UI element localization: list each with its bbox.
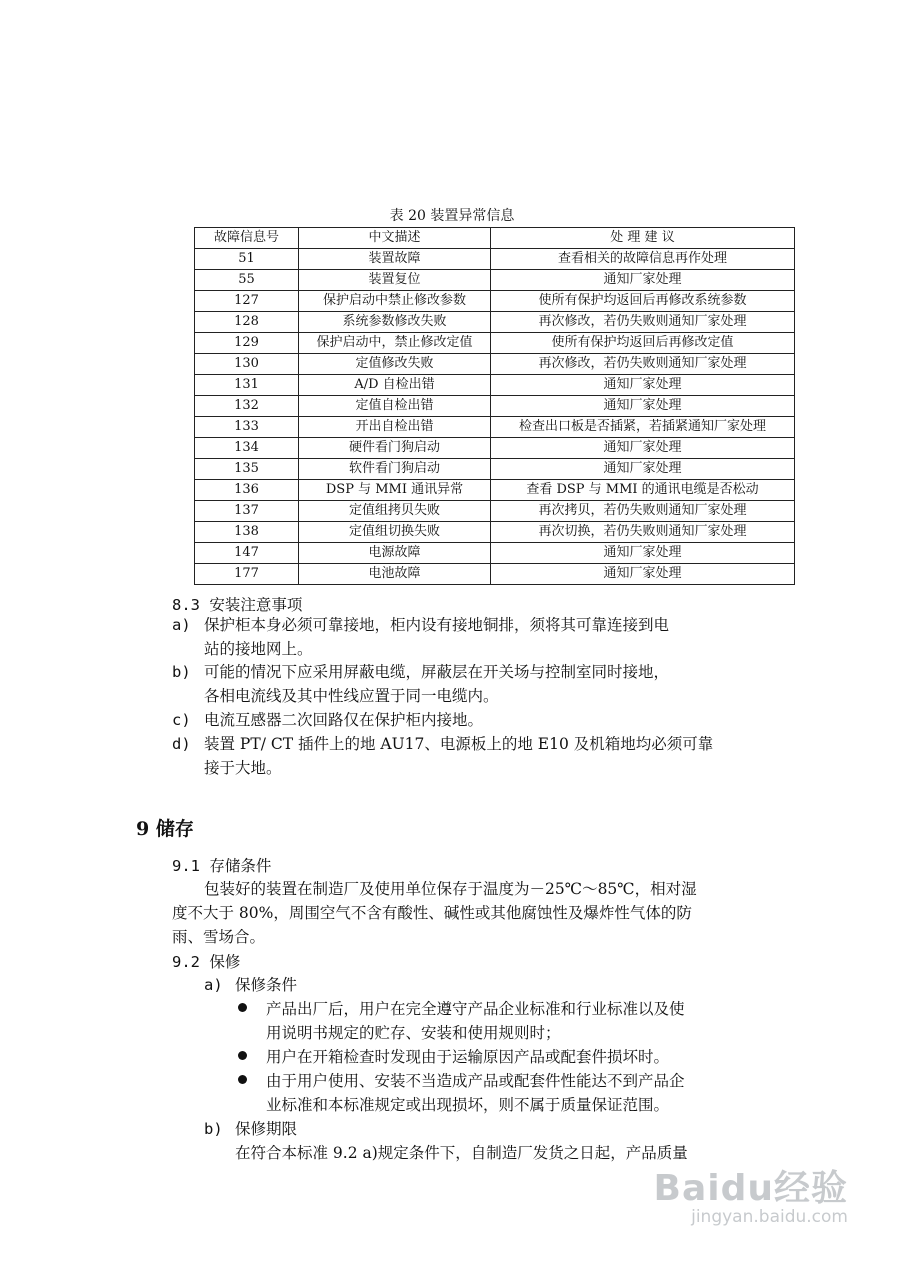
cell-suggestion: 通知厂家处理 (491, 438, 795, 459)
cell-suggestion: 查看相关的故障信息再作处理 (491, 249, 795, 270)
header-code: 故障信息号 (195, 228, 299, 249)
cell-code: 132 (195, 396, 299, 417)
list-marker-c: c) (172, 711, 191, 729)
install-item-a-line2: 站的接地网上。 (204, 640, 313, 658)
cell-code: 133 (195, 417, 299, 438)
table-row (195, 354, 795, 375)
warranty-period-line1: 在符合本标准 9.2 a)规定条件下，自制造厂发货之日起，产品质量 (235, 1144, 688, 1162)
watermark-url: jingyan.baidu.com (691, 1207, 848, 1227)
cell-suggestion: 通知厂家处理 (491, 543, 795, 564)
cell-code: 147 (195, 543, 299, 564)
warranty-period-title: 保修期限 (235, 1120, 298, 1138)
cell-suggestion: 再次修改，若仍失败则通知厂家处理 (491, 312, 795, 333)
cell-description: 开出自检出错 (299, 417, 491, 438)
cell-description: 定值组拷贝失败 (299, 501, 491, 522)
condition-1-line1: 产品出厂后，用户在完全遵守产品企业标准和行业标准以及使 (266, 1000, 685, 1018)
list-marker-a: a) (172, 616, 191, 634)
baidu-logo: Baidu经验 (653, 1168, 848, 1209)
header-suggestion: 处 理 建 议 (491, 228, 795, 249)
cell-suggestion: 通知厂家处理 (491, 459, 795, 480)
cell-description: A/D 自检出错 (299, 375, 491, 396)
cell-code: 134 (195, 438, 299, 459)
table-caption: 表 20 装置异常信息 (389, 208, 515, 224)
cell-code: 177 (195, 564, 299, 585)
table-row (195, 270, 795, 291)
table-header-row (195, 228, 795, 249)
table-row (195, 564, 795, 585)
bullet-icon (238, 1075, 247, 1084)
install-item-c-line1: 电流互感器二次回路仅在保护柜内接地。 (204, 711, 484, 729)
table-row (195, 249, 795, 270)
storage-text-line2: 度不大于 80%，周围空气不含有酸性、碱性或其他腐蚀性及爆炸性气体的防 (172, 904, 692, 922)
cell-suggestion: 再次切换，若仍失败则通知厂家处理 (491, 522, 795, 543)
table-row (195, 459, 795, 480)
table-row (195, 438, 795, 459)
cell-code: 138 (195, 522, 299, 543)
cell-code: 128 (195, 312, 299, 333)
cell-description: 电源故障 (299, 543, 491, 564)
cell-suggestion: 再次修改，若仍失败则通知厂家处理 (491, 354, 795, 375)
header-description: 中文描述 (299, 228, 491, 249)
cell-suggestion: 通知厂家处理 (491, 270, 795, 291)
condition-3-line2: 业标准和本标准规定或出现损坏，则不属于质量保证范围。 (266, 1096, 670, 1114)
cell-description: 定值自检出错 (299, 396, 491, 417)
bullet-icon (238, 1003, 247, 1012)
cell-code: 55 (195, 270, 299, 291)
bullet-icon (238, 1051, 247, 1060)
cell-code: 129 (195, 333, 299, 354)
cell-code: 131 (195, 375, 299, 396)
cell-description: 系统参数修改失败 (299, 312, 491, 333)
cell-suggestion: 通知厂家处理 (491, 564, 795, 585)
cell-suggestion: 检查出口板是否插紧，若插紧通知厂家处理 (491, 417, 795, 438)
condition-3-line1: 由于用户使用、安装不当造成产品或配套件性能达不到产品企 (266, 1072, 685, 1090)
cell-suggestion: 再次拷贝，若仍失败则通知厂家处理 (491, 501, 795, 522)
cell-code: 130 (195, 354, 299, 375)
cell-code: 136 (195, 480, 299, 501)
cell-code: 127 (195, 291, 299, 312)
install-item-d-line2: 接于大地。 (204, 759, 282, 777)
section-9-1-title: 9.1 存储条件 (172, 857, 272, 875)
warranty-marker-b: b) (204, 1120, 223, 1138)
cell-code: 135 (195, 459, 299, 480)
cell-description: 保护启动中，禁止修改定值 (299, 333, 491, 354)
section-9-2-title: 9.2 保修 (172, 953, 241, 971)
cell-description: 定值修改失败 (299, 354, 491, 375)
table-row (195, 417, 795, 438)
condition-1-line2: 用说明书规定的贮存、安装和使用规则时； (266, 1024, 561, 1042)
warranty-conditions-title: 保修条件 (235, 976, 298, 994)
table-row (195, 375, 795, 396)
table-row (195, 396, 795, 417)
table-row (195, 291, 795, 312)
condition-2-line1: 用户在开箱检查时发现由于运输原因产品或配套件损坏时。 (266, 1048, 670, 1066)
fault-info-table (194, 227, 795, 585)
list-marker-d: d) (172, 735, 191, 753)
install-item-d-line1: 装置 PT/ CT 插件上的地 AU17、电源板上的地 E10 及机箱地均必须可靠 (204, 735, 714, 753)
section-9-heading: 9 储存 (136, 818, 194, 840)
warranty-marker-a: a) (204, 976, 223, 994)
storage-text-line3: 雨、雪场合。 (172, 928, 266, 946)
cell-description: 电池故障 (299, 564, 491, 585)
table-row (195, 501, 795, 522)
cell-suggestion: 查看 DSP 与 MMI 的通讯电缆是否松动 (491, 480, 795, 501)
baidu-watermark (654, 1160, 848, 1227)
cell-description: 装置故障 (299, 249, 491, 270)
table-body (195, 249, 795, 585)
cell-description: DSP 与 MMI 通讯异常 (299, 480, 491, 501)
table-row (195, 543, 795, 564)
install-item-a-line1: 保护柜本身必须可靠接地，柜内设有接地铜排，须将其可靠连接到电 (204, 616, 670, 634)
cell-suggestion: 通知厂家处理 (491, 375, 795, 396)
cell-description: 装置复位 (299, 270, 491, 291)
install-item-b-line2: 各相电流线及其中性线应置于同一电缆内。 (204, 687, 499, 705)
cell-suggestion: 使所有保护均返回后再修改定值 (491, 333, 795, 354)
cell-suggestion: 通知厂家处理 (491, 396, 795, 417)
table-row (195, 312, 795, 333)
table-row (195, 333, 795, 354)
cell-code: 137 (195, 501, 299, 522)
table-row (195, 522, 795, 543)
table-row (195, 480, 795, 501)
storage-text-line1: 包装好的装置在制造厂及使用单位保存于温度为－25℃～85℃，相对湿 (204, 880, 697, 898)
section-8-3-title: 8.3 安装注意事项 (172, 596, 303, 614)
install-item-b-line1: 可能的情况下应采用屏蔽电缆，屏蔽层在开关场与控制室同时接地， (204, 663, 670, 681)
cell-suggestion: 使所有保护均返回后再修改系统参数 (491, 291, 795, 312)
cell-description: 软件看门狗启动 (299, 459, 491, 480)
cell-description: 硬件看门狗启动 (299, 438, 491, 459)
cell-description: 保护启动中禁止修改参数 (299, 291, 491, 312)
cell-code: 51 (195, 249, 299, 270)
list-marker-b: b) (172, 663, 191, 681)
cell-description: 定值组切换失败 (299, 522, 491, 543)
